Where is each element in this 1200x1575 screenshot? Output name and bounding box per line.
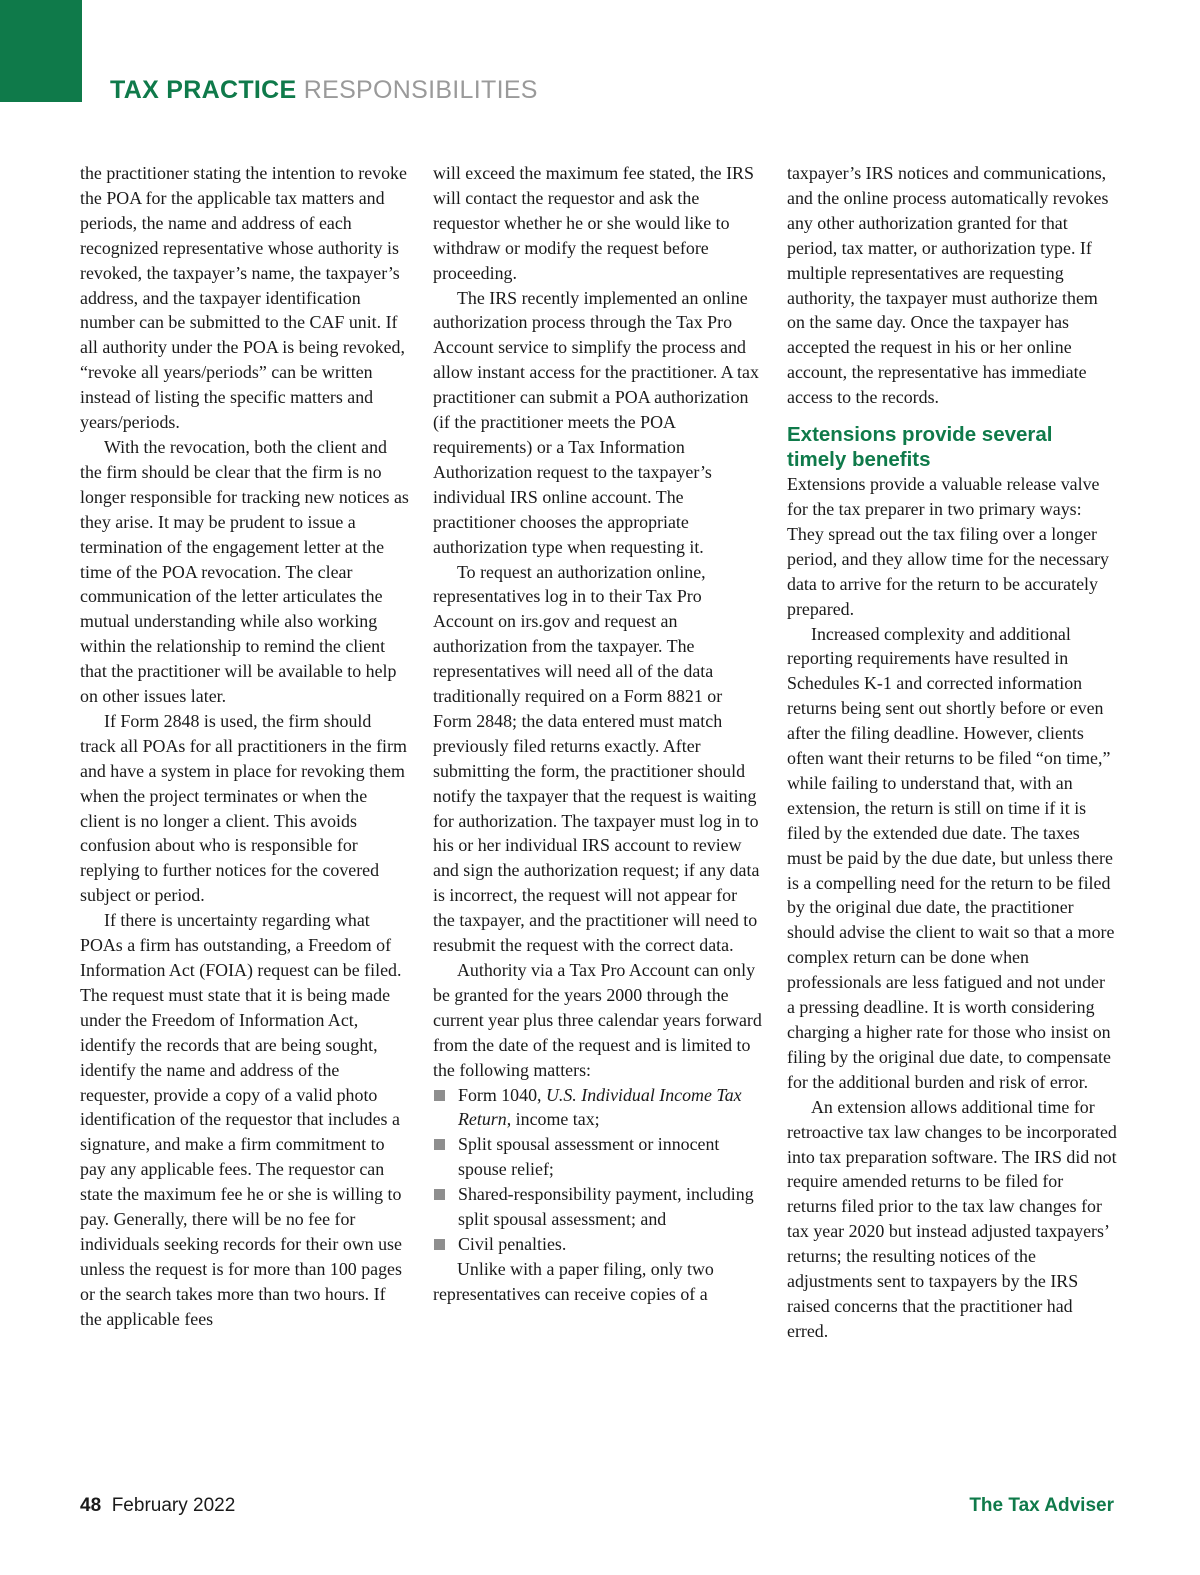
- list-item: Shared-responsibility payment, including split spousal assessment; and: [433, 1182, 763, 1232]
- paragraph: With the revocation, both the client and the firm should be clear that the firm is no longer responsible for tracking new notices as they arise. It may be prudent to issue a termination of the engagement letter at the time of the POA revocation. The clear communication of the letter articulates the mutual understanding while also working within the relationship to remind the client that the practitioner will be available to help on other issues later.: [80, 436, 409, 707]
- section-header-bold: TAX PRACTICE: [110, 76, 297, 104]
- square-bullet-icon: [434, 1189, 445, 1200]
- publication-name: The Tax Adviser: [969, 1495, 1114, 1516]
- section-header: [110, 76, 538, 105]
- paragraph: If Form 2848 is used, the firm should track all POAs for all practitioners in the firm and have a system in place for revoking them when the project terminates or when the client is no longer a client. This avoids confusion about who is responsible for replying to further notices for the covered subject or period.: [80, 710, 407, 906]
- section-header-light: RESPONSIBILITIES: [303, 76, 538, 104]
- paragraph: will exceed the maximum fee stated, the IRS will contact the requestor and ask the requestor whether he or she would like to withdraw or modify the request before proceeding.: [433, 163, 754, 283]
- paragraph: An extension allows additional time for retroactive tax law changes to be incorporated into tax preparation software. The IRS did not require amended returns to be filed for returns filed prior to the tax law changes for tax year 2020 but instead adjusted taxpayers’ returns; the resulting notices of the adjustments sent to taxpayers by the IRS raised concerns that the practitioner had erred.: [787, 1096, 1117, 1341]
- page-footer-left: [80, 1495, 235, 1517]
- square-bullet-icon: [434, 1090, 445, 1101]
- paragraph: Unlike with a paper filing, only two representatives can receive copies of a: [433, 1258, 714, 1304]
- paragraph: Increased complexity and additional reporting requirements have resulted in Schedules K-1 and corrected information returns being sent out shortly before or even after the filing deadline. However, clients often want their returns to be filed “on time,” while failing to understand that, with an extension, the return is still on time if it is filed by the extended due date. The taxes must be paid by the due date, but unless there is a compelling need for the return to be filed by the original due date, the practitioner should advise the client to wait so that a more complex return can be done when professionals are less fatigued and not under a pressing deadline. It is worth considering charging a higher rate for those who insist on filing by the original due date, to compensate for the additional burden and risk of error.: [787, 623, 1115, 1092]
- paragraph: the practitioner stating the intention to revoke the POA for the applicable tax matters and periods, the name and address of each recognized representative whose authority is revoked, the taxpayer’s name, the taxpayer’s address, and the taxpayer identification number can be submitted to the CAF unit. If all authority under the POA is being revoked, “revoke all years/periods” can be written instead of listing the specific matters and years/periods.: [80, 163, 407, 433]
- section-color-tab: [0, 0, 82, 102]
- list-item: Split spousal assessment or innocent spouse relief;: [433, 1132, 763, 1182]
- paragraph: Authority via a Tax Pro Account can only be granted for the years 2000 through the current year plus three calendar years forward from the date of the request and is limited to the following matters:: [433, 960, 762, 1080]
- issue-date: February 2022: [111, 1495, 236, 1516]
- matters-list: [433, 1083, 763, 1257]
- page-number: 48: [80, 1495, 102, 1516]
- list-item: Civil penalties.: [433, 1232, 763, 1257]
- list-item: Form 1040, U.S. Individual Income Tax Return, income tax;: [433, 1083, 763, 1133]
- square-bullet-icon: [434, 1239, 445, 1250]
- paragraph: To request an authorization online, representatives log in to their Tax Pro Account on irs.gov and request an authorization from the taxpayer. The representatives will need all of the data traditionally required on a Form 8821 or Form 2848; the data entered must match previously filed returns exactly. After submitting the form, the practitioner should notify the taxpayer that the request is waiting for authorization. The taxpayer must log in to his or her individual IRS account to review and sign the authorization request; if any data is incorrect, the request will not appear for the taxpayer, and the practitioner will need to resubmit the request with the correct data.: [433, 561, 760, 956]
- subheading: Extensions provide several timely benefits: [787, 423, 1053, 471]
- column-2: [433, 161, 763, 1307]
- form-title: U.S. Individual Income Tax Return: [458, 1084, 742, 1130]
- column-1: [80, 161, 410, 1332]
- paragraph: taxpayer’s IRS notices and communications, and the online process automatically revokes any other authorization granted for that period, tax matter, or authorization type. If multiple representatives are requesting authority, the taxpayer must authorize them on the same day. Once the taxpayer has accepted the request in his or her online account, the representative has immediate access to the records.: [787, 163, 1109, 408]
- paragraph: If there is uncertainty regarding what POAs a firm has outstanding, a Freedom of Information Act (FOIA) request can be filed. The request must state that it is being made under the Freedom of Information Act, identify the records that are being sought, identify the name and address of the requester, provide a copy of a valid photo identification of the requestor that includes a signature, and make a firm commitment to pay any applicable fees. The requestor can state the maximum fee he or she is willing to pay. Generally, there will be no fee for individuals seeking records for their own use unless the request is for more than 100 pages or the search takes more than two hours. If the applicable fees: [80, 910, 402, 1329]
- square-bullet-icon: [434, 1139, 445, 1150]
- paragraph: The IRS recently implemented an online authorization process through the Tax Pro Account service to simplify the process and allow instant access for the practitioner. A tax practitioner can submit a POA authorization (if the practitioner meets the POA requirements) or a Tax Information Authorization request to the taxpayer’s individual IRS online account. The practitioner chooses the appropriate authorization type when requesting it.: [433, 287, 759, 557]
- column-3: [787, 161, 1117, 1344]
- paragraph: Extensions provide a valuable release valve for the tax preparer in two primary ways: They spread out the tax filing over a longer period, and they allow time for the necessary data to arrive for the return to be accurately prepared.: [787, 474, 1109, 619]
